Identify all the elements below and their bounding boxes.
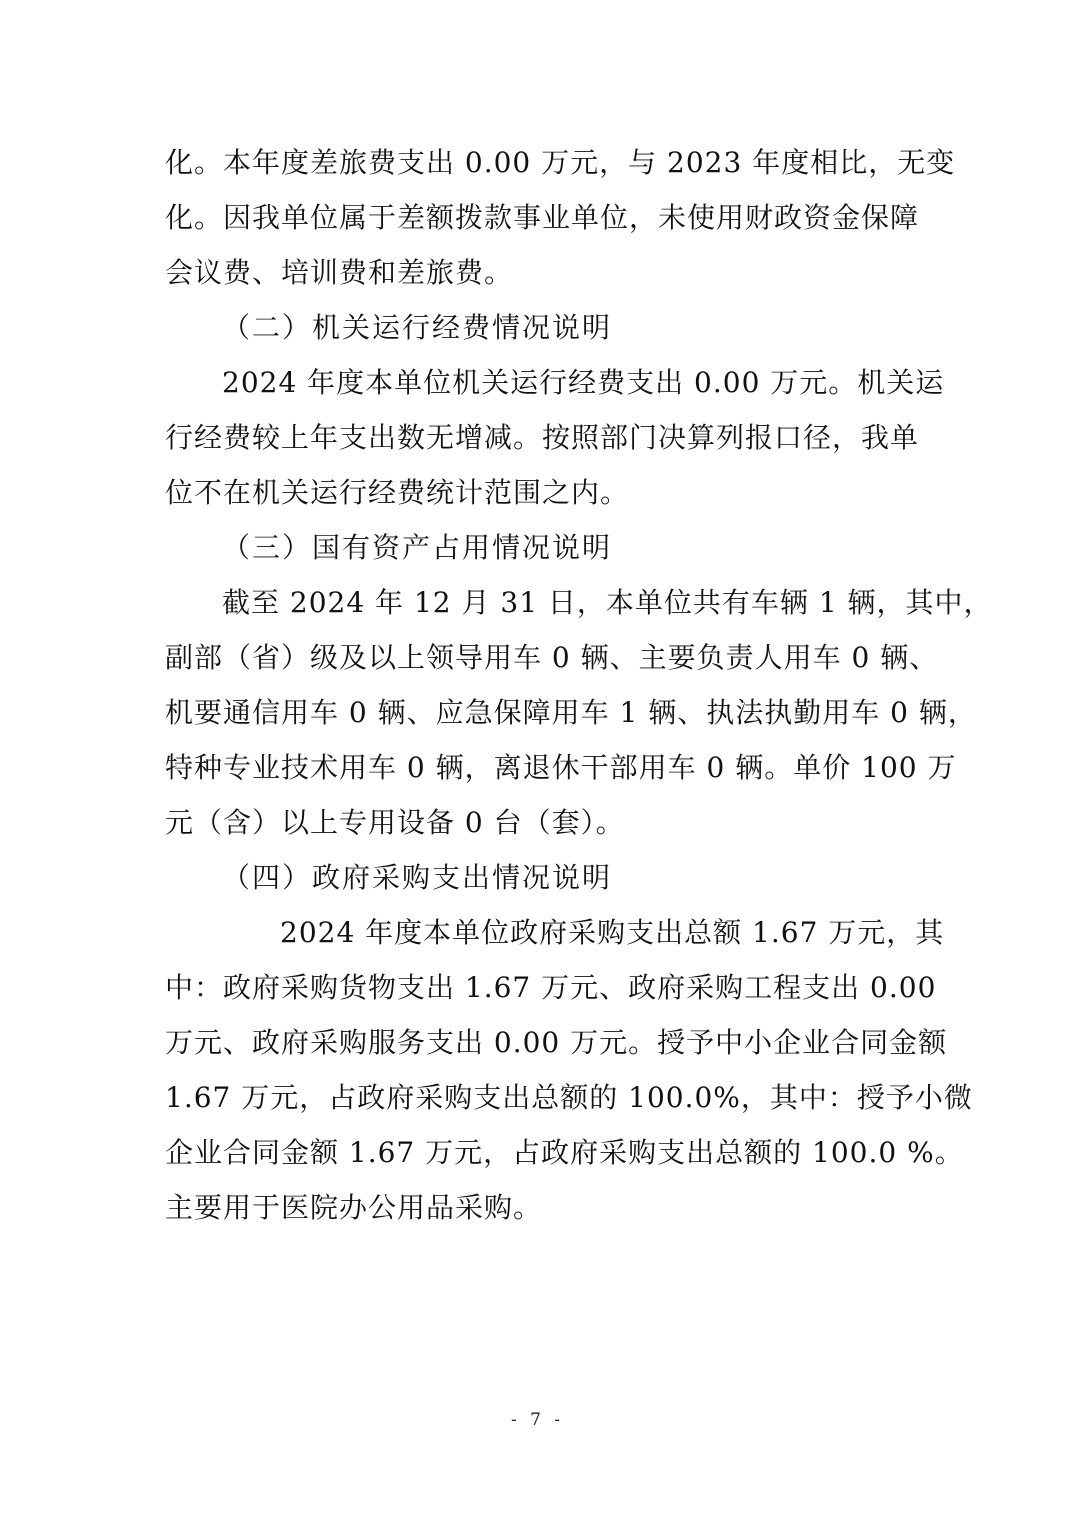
paragraph-line: 会议费、培训费和差旅费。 — [165, 256, 514, 289]
paragraph-line: 万元、政府采购服务支出 0.00 万元。授予中小企业合同金额 — [165, 1026, 948, 1059]
paragraph-line: 化。本年度差旅费支出 0.00 万元，与 2023 年度相比，无变 — [165, 146, 956, 179]
paragraph-line: 主要用于医院办公用品采购。 — [165, 1191, 543, 1224]
paragraph-line: 元（含）以上专用设备 0 台（套）。 — [165, 806, 625, 839]
paragraph-line: 1.67 万元，占政府采购支出总额的 100.0%，其中：授予小微 — [165, 1081, 973, 1114]
page-number: - 7 - — [510, 1410, 565, 1430]
paragraph-line: 企业合同金额 1.67 万元，占政府采购支出总额的 100.0 %。 — [165, 1136, 964, 1169]
paragraph-line: 特种专业技术用车 0 辆，离退休干部用车 0 辆。单价 100 万 — [165, 751, 957, 784]
paragraph-line: 机要通信用车 0 辆、应急保障用车 1 辆、执法执勤用车 0 辆， — [165, 696, 977, 729]
paragraph-line: 2024 年度本单位政府采购支出总额 1.67 万元，其 — [280, 916, 945, 949]
paragraph-line: 行经费较上年支出数无增减。按照部门决算列报口径，我单 — [165, 421, 920, 454]
paragraph-line: 截至 2024 年 12 月 31 日，本单位共有车辆 1 辆，其中， — [222, 586, 993, 619]
paragraph-line: 2024 年度本单位机关运行经费支出 0.00 万元。机关运 — [222, 366, 945, 399]
paragraph-line: 化。因我单位属于差额拨款事业单位，未使用财政资金保障 — [165, 201, 920, 234]
section-heading-4: （四）政府采购支出情况说明 — [222, 861, 613, 894]
section-heading-3: （三）国有资产占用情况说明 — [222, 531, 613, 564]
paragraph-line: 中：政府采购货物支出 1.67 万元、政府采购工程支出 0.00 — [165, 971, 937, 1004]
section-heading-2: （二）机关运行经费情况说明 — [222, 311, 613, 344]
paragraph-line: 位不在机关运行经费统计范围之内。 — [165, 476, 630, 509]
paragraph-line: 副部（省）级及以上领导用车 0 辆、主要负责人用车 0 辆、 — [165, 641, 939, 674]
